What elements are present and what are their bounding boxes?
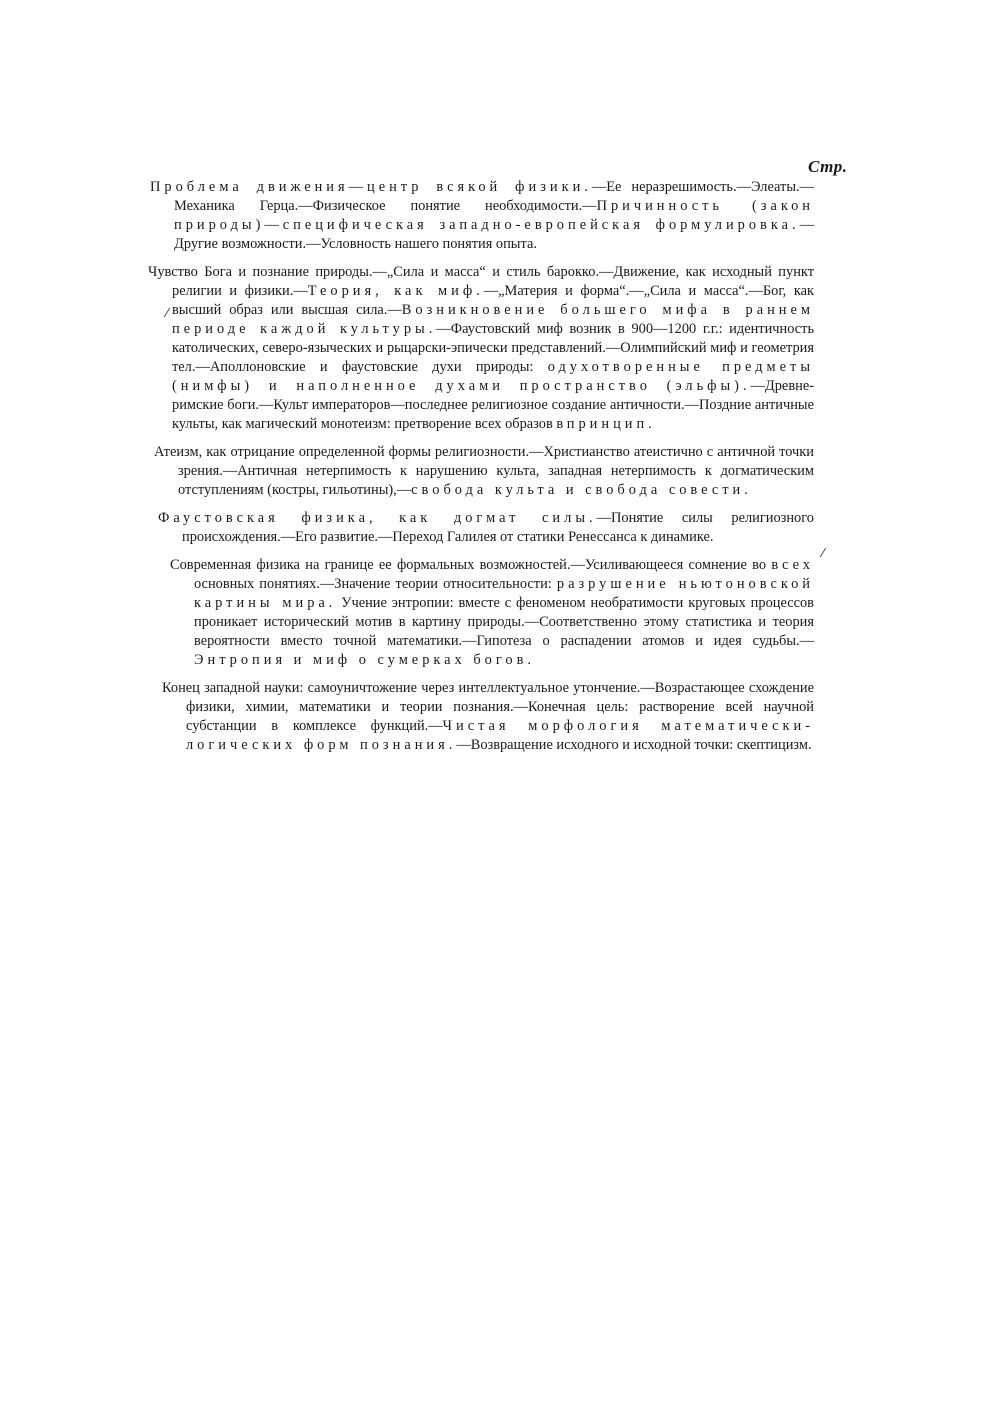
entry-text: Современная физика на границе ее формальных возможностей.—Усиливающееся сомнение во	[170, 557, 772, 573]
emphasized-phrase: Причинность (закон природы)—специфическая западно-европейская формулировка.	[174, 198, 814, 233]
emphasized-phrase: Проблема движения—центр всякой физики.	[150, 179, 592, 195]
entry-text: —Ее неразрешимость.—Элеаты.—Механика Герца.—Физическое понятие необходимости.—	[174, 179, 814, 214]
entry-text: основных понятиях.—Значение теории относительности:	[194, 576, 557, 592]
emphasized-phrase: Фаустовская физика, как догмат силы.	[158, 510, 597, 526]
contents-entry	[148, 263, 814, 434]
emphasized-phrase: принцип.	[566, 416, 656, 432]
emphasized-phrase: одухотворенные предметы (нимфы) и наполненное духами пространство (эльфы).	[172, 359, 815, 394]
entry-text: Атеизм, как отрицание определенной формы религиозности.—Христианство атеистично с античной точки зрения.—Античная нетерпимость к нарушению культа, западная нетерпимость к догматическим отступлениям (костры, гильотины),—	[154, 444, 814, 498]
contents-entry	[162, 679, 814, 755]
emphasized-phrase: Возникновение большего мифа в раннем периоде каждой культуры.	[172, 302, 814, 337]
entry-text: —Возвращение исходного и исходной точки: скептицизм.	[456, 737, 812, 753]
entry-text: Конец западной науки: самоуничтожение через интеллектуальное утончение.—Возрастающее схождение физики, химии, математики и теории познания.—Конечная цель: растворение всей научной субстанции в комплексе функций.—	[162, 680, 814, 734]
contents-entry	[150, 178, 814, 254]
contents-entry	[154, 443, 814, 500]
contents-entry	[158, 509, 814, 547]
entry-text: —„Материя и форма“.—„Сила и масса“.—Бог, как высший образ или высшая сила.—	[172, 283, 814, 318]
emphasized-phrase: Теория, как миф.	[307, 283, 484, 299]
emphasized-phrase: свобода культа и свобода совести.	[411, 482, 752, 498]
entry-text: —Древне-римские боги.—Культ императоров—последнее религиозное создание античности.—Поздние античные культы, как магический монотеизм: претворение всех образов в	[172, 378, 814, 432]
emphasized-phrase: Энтропия и миф о сумерках богов.	[194, 652, 535, 668]
entry-text: Учение энтропии: вместе с феноменом необратимости круговых процессов проникает исторический мотив в картину природы.—Соответственно этому статистика и теория вероятности вместо точной математики.—Гипотеза о распадении атомов и идея судьбы.—	[194, 595, 814, 649]
emphasized-phrase: разрушение ньютоновской картины мира.	[194, 576, 814, 611]
entry-text: Чувство Бога и познание природы.—„Сила и масса“ и стиль барокко.—Движение, как исходный пункт религии и физики.—	[148, 264, 814, 299]
entry-text: —Понятие силы религиозного происхождения.—Его развитие.—Переход Галилея от статики Ренессанса к динамике.	[182, 510, 814, 545]
entry-text: —Другие возможности.—Условность нашего понятия опыта.	[174, 217, 814, 252]
margin-pencil-mark: ⁄	[822, 546, 825, 560]
page-column-label: Стр.	[808, 157, 848, 176]
table-of-contents	[150, 178, 814, 764]
entry-text: —Фаустовский миф возник в 900—1200 г.г.: идентичность католических, северо-языческих и рыцарски-эпически представлений.—Олимпийский миф и геометрия тел.—Аполлоновские и фаустовские духи природы:	[172, 321, 815, 375]
margin-pencil-mark: ⁄	[166, 306, 169, 320]
emphasized-phrase: всех	[771, 557, 814, 573]
contents-entry	[170, 556, 814, 670]
emphasized-phrase: Чистая морфология математически-логических форм познания.	[186, 718, 814, 753]
